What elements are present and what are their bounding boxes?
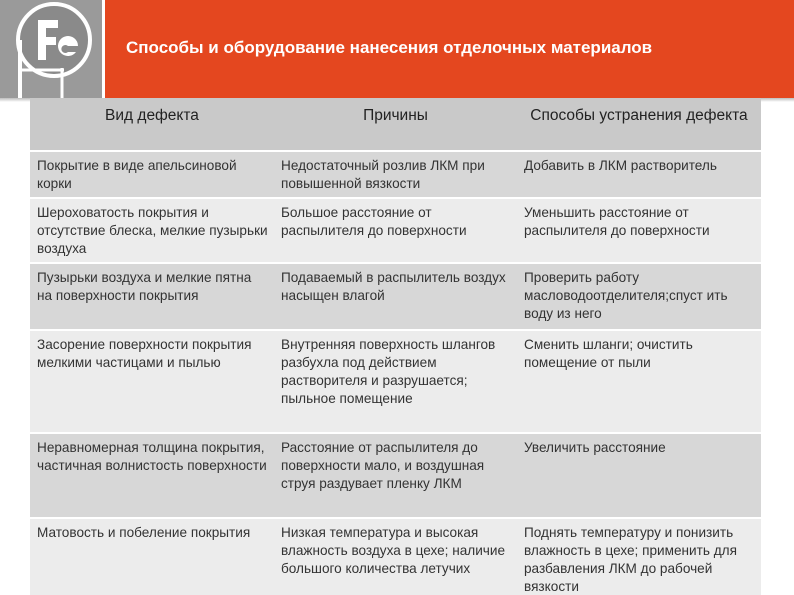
fe-logo-icon — [0, 0, 102, 98]
header-bar — [0, 0, 794, 98]
table-row — [30, 263, 761, 330]
cell-remedy: Поднять температуру и понизить влажность в цехе; применить для разбавления ЛКМ до рабочей вязкости — [517, 518, 761, 595]
cell-remedy: Уменьшить расстояние от распылителя до поверхности — [517, 198, 761, 263]
cell-cause: Расстояние от распылителя до поверхности мало, и воздушная струя раздувает пленку ЛКМ — [274, 433, 517, 518]
cell-cause: Внутренняя поверхность шлангов разбухла под действием растворителя и разрушается; пыльное помещение — [274, 330, 517, 433]
table-row — [30, 433, 761, 518]
cell-remedy: Сменить шланги; очистить помещение от пыли — [517, 330, 761, 433]
column-header-defect: Вид дефекта — [30, 98, 274, 151]
logo — [0, 0, 105, 98]
table-row — [30, 198, 761, 263]
cell-remedy: Проверить работу масловодоотделителя;спуст ить воду из него — [517, 263, 761, 330]
defects-table-container — [30, 98, 761, 595]
cell-remedy: Увеличить расстояние — [517, 433, 761, 518]
cell-cause: Низкая температура и высокая влажность воздуха в цехе; наличие большого количества летучих — [274, 518, 517, 595]
cell-defect: Покрытие в виде апельсиновой корки — [30, 151, 274, 198]
table-row — [30, 330, 761, 433]
cell-defect: Шероховатость покрытия и отсутствие блеска, мелкие пузырьки воздуха — [30, 198, 274, 263]
cell-defect: Засорение поверхности покрытия мелкими частицами и пылью — [30, 330, 274, 433]
cell-remedy: Добавить в ЛКМ растворитель — [517, 151, 761, 198]
cell-defect: Матовость и побеление покрытия — [30, 518, 274, 595]
table-row — [30, 151, 761, 198]
cell-defect: Неравномерная толщина покрытия, частичная волнистость поверхности — [30, 433, 274, 518]
page-title: Способы и оборудование нанесения отделочных материалов — [126, 38, 653, 57]
defects-table — [30, 98, 761, 595]
column-header-remedies: Способы устранения дефекта — [517, 98, 761, 151]
cell-cause: Подаваемый в распылитель воздух насыщен влагой — [274, 263, 517, 330]
cell-cause: Большое расстояние от распылителя до поверхности — [274, 198, 517, 263]
table-row — [30, 518, 761, 595]
cell-cause: Недостаточный розлив ЛКМ при повышенной вязкости — [274, 151, 517, 198]
cell-defect: Пузырьки воздуха и мелкие пятна на поверхности покрытия — [30, 263, 274, 330]
column-header-causes: Причины — [274, 98, 517, 151]
table-header-row — [30, 98, 761, 151]
